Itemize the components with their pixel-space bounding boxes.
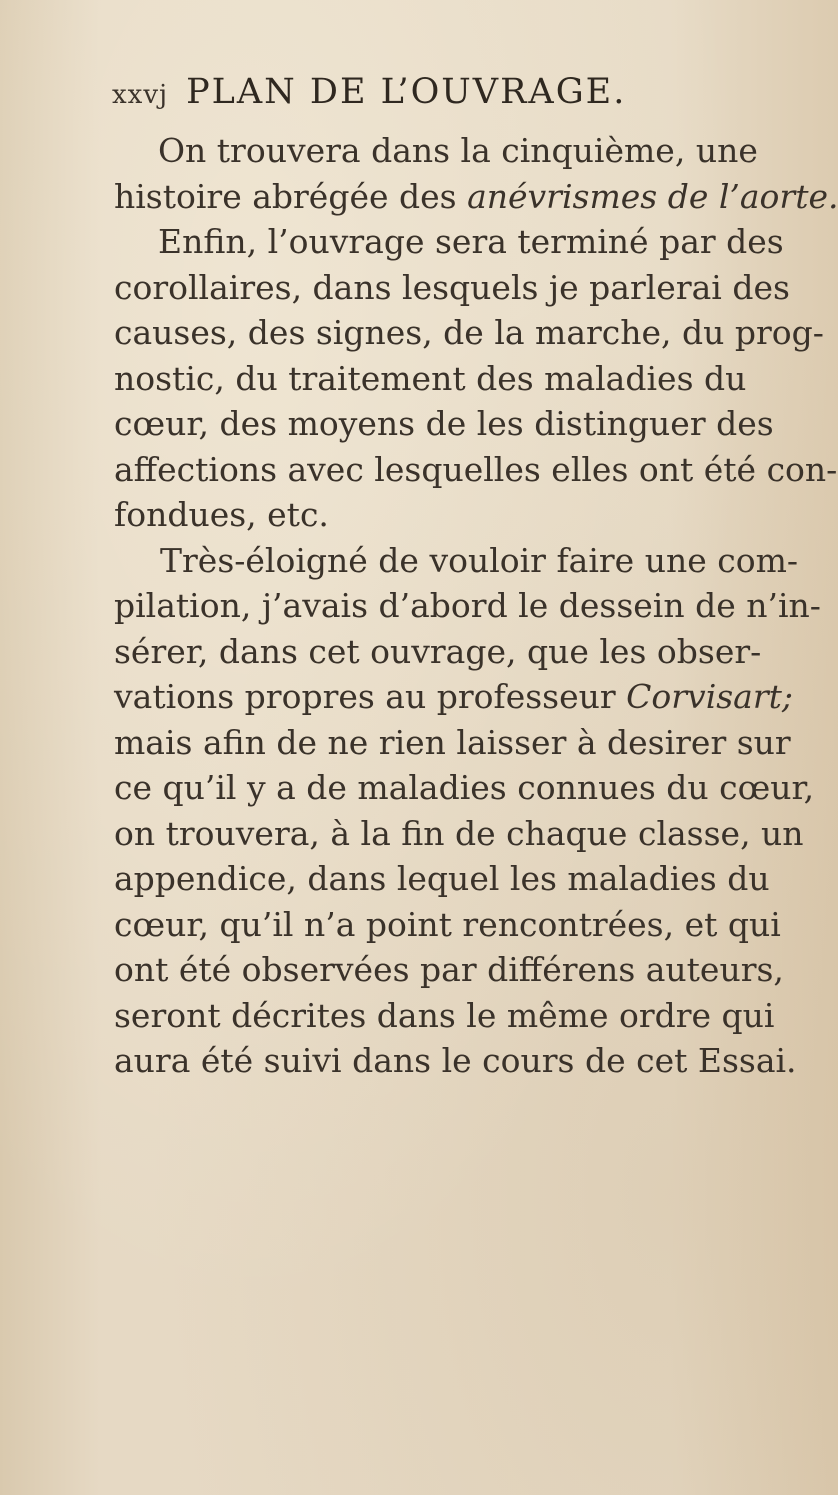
text-line: sérer, dans cet ouvrage, que les obser- (114, 631, 762, 671)
text-line: pilation, j’avais d’abord le dessein de n’in- (114, 586, 821, 625)
text-line: cœur, qu’il n’a point rencontrées, et qui (114, 904, 781, 944)
text-line: mais afin de ne rien laisser à desirer sur (114, 722, 791, 762)
text-line: seront décrites dans le même ordre qui (114, 995, 775, 1035)
body-text (114, 128, 838, 1084)
running-title: PLAN DE L’OUVRAGE. (186, 72, 627, 112)
text-line: on trouvera, à la fin de chaque classe, un (114, 813, 804, 853)
text-line: ce qu’il y a de maladies connues du cœur, (114, 768, 815, 807)
text-line: cœur, des moyens de les distinguer des (114, 404, 774, 443)
text-line: ont été observées par différens auteurs, (114, 950, 784, 989)
text-line: nostic, du traitement des maladies du (114, 358, 747, 398)
text-line: affections avec lesquelles elles ont été con- (114, 449, 838, 489)
text-line: histoire abrégée des anévrismes de l’aorte. (114, 176, 838, 216)
text-line: Enfin, l’ouvrage sera terminé par des (158, 222, 784, 261)
text-line: fondues, etc. (114, 495, 329, 534)
page-number: xxvj (112, 80, 169, 110)
text-line: corollaires, dans lesquels je parlerai des (114, 267, 790, 307)
text-line: causes, des signes, de la marche, du prog- (114, 313, 824, 352)
page-header (112, 72, 752, 118)
text-line: vations propres au professeur Corvisart; (114, 677, 794, 716)
text-line: Très-éloigné de vouloir faire une com- (160, 540, 799, 580)
text-line: aura été suivi dans le cours de cet Essai. (114, 1041, 797, 1080)
text-line: On trouvera dans la cinquième, une (158, 131, 758, 170)
text-line: appendice, dans lequel les maladies du (114, 859, 770, 898)
